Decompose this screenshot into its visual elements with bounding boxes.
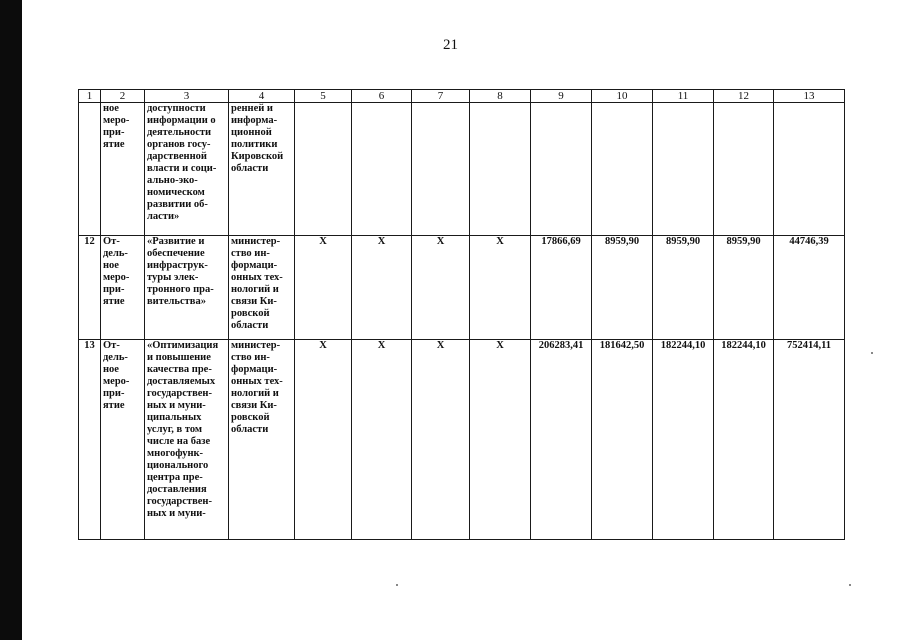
column-header: 7	[412, 90, 470, 103]
table-cell: 17866,69	[531, 236, 592, 340]
table-cell: 182244,10	[653, 340, 714, 540]
table-cell: 8959,90	[592, 236, 653, 340]
table-cell: Х	[470, 236, 531, 340]
table-cell	[352, 103, 412, 236]
table-cell: Х	[352, 236, 412, 340]
table-cell	[592, 103, 653, 236]
column-header: 9	[531, 90, 592, 103]
event-name-cell: «Оптимизация и повышение качества пре- доставляемых государствен- ных и муни- ципальных услуг, в том числе на базе многофунк- ционального центра пре- доставления государствен- ных и муни-	[145, 340, 229, 540]
scan-speck	[396, 584, 398, 586]
table-cell	[653, 103, 714, 236]
column-header: 12	[714, 90, 774, 103]
column-header: 13	[774, 90, 845, 103]
row-number-cell	[79, 103, 101, 236]
event-type-cell: От- дель- ное меро- при- ятие	[101, 236, 145, 340]
table-cell: Х	[470, 340, 531, 540]
table-cell: Х	[295, 236, 352, 340]
table-header-row	[79, 90, 845, 103]
table-row	[79, 340, 845, 540]
table-cell: Х	[295, 340, 352, 540]
executor-cell: министер- ство ин- формаци- онных тех- нологий и связи Ки- ровской области	[229, 236, 295, 340]
event-name-cell: доступности информации о деятельности органов госу- дарственной власти и соци- ально-эко- номическом развитии об- ласти»	[145, 103, 229, 236]
table-cell: Х	[352, 340, 412, 540]
table-row	[79, 236, 845, 340]
page-number: 21	[443, 37, 458, 53]
table-cell	[470, 103, 531, 236]
row-number-cell: 13	[79, 340, 101, 540]
scan-speck	[849, 584, 851, 586]
table-cell: 752414,11	[774, 340, 845, 540]
table-cell	[531, 103, 592, 236]
table-cell: 182244,10	[714, 340, 774, 540]
column-header: 6	[352, 90, 412, 103]
event-type-cell: ное меро- при- ятие	[101, 103, 145, 236]
table-cell	[714, 103, 774, 236]
scan-speck	[871, 352, 873, 354]
column-header: 10	[592, 90, 653, 103]
table-cell: 44746,39	[774, 236, 845, 340]
table-cell: 8959,90	[653, 236, 714, 340]
table-cell: 8959,90	[714, 236, 774, 340]
event-name-cell: «Развитие и обеспечение инфраструк- туры элек- тронного пра- вительства»	[145, 236, 229, 340]
column-header: 5	[295, 90, 352, 103]
table-cell: 206283,41	[531, 340, 592, 540]
column-header: 11	[653, 90, 714, 103]
table-cell	[774, 103, 845, 236]
table-row	[79, 103, 845, 236]
data-table	[78, 89, 845, 540]
executor-cell: ренней и информа- ционной политики Кировской области	[229, 103, 295, 236]
table-cell	[295, 103, 352, 236]
column-header: 1	[79, 90, 101, 103]
row-number-cell: 12	[79, 236, 101, 340]
column-header: 3	[145, 90, 229, 103]
table-cell: 181642,50	[592, 340, 653, 540]
table-cell	[412, 103, 470, 236]
table-cell: Х	[412, 236, 470, 340]
column-header: 8	[470, 90, 531, 103]
column-header: 4	[229, 90, 295, 103]
event-type-cell: От- дель- ное меро- при- ятие	[101, 340, 145, 540]
executor-cell: министер- ство ин- формаци- онных тех- нологий и связи Ки- ровской области	[229, 340, 295, 540]
column-header: 2	[101, 90, 145, 103]
scan-edge	[0, 0, 22, 640]
table-cell: Х	[412, 340, 470, 540]
